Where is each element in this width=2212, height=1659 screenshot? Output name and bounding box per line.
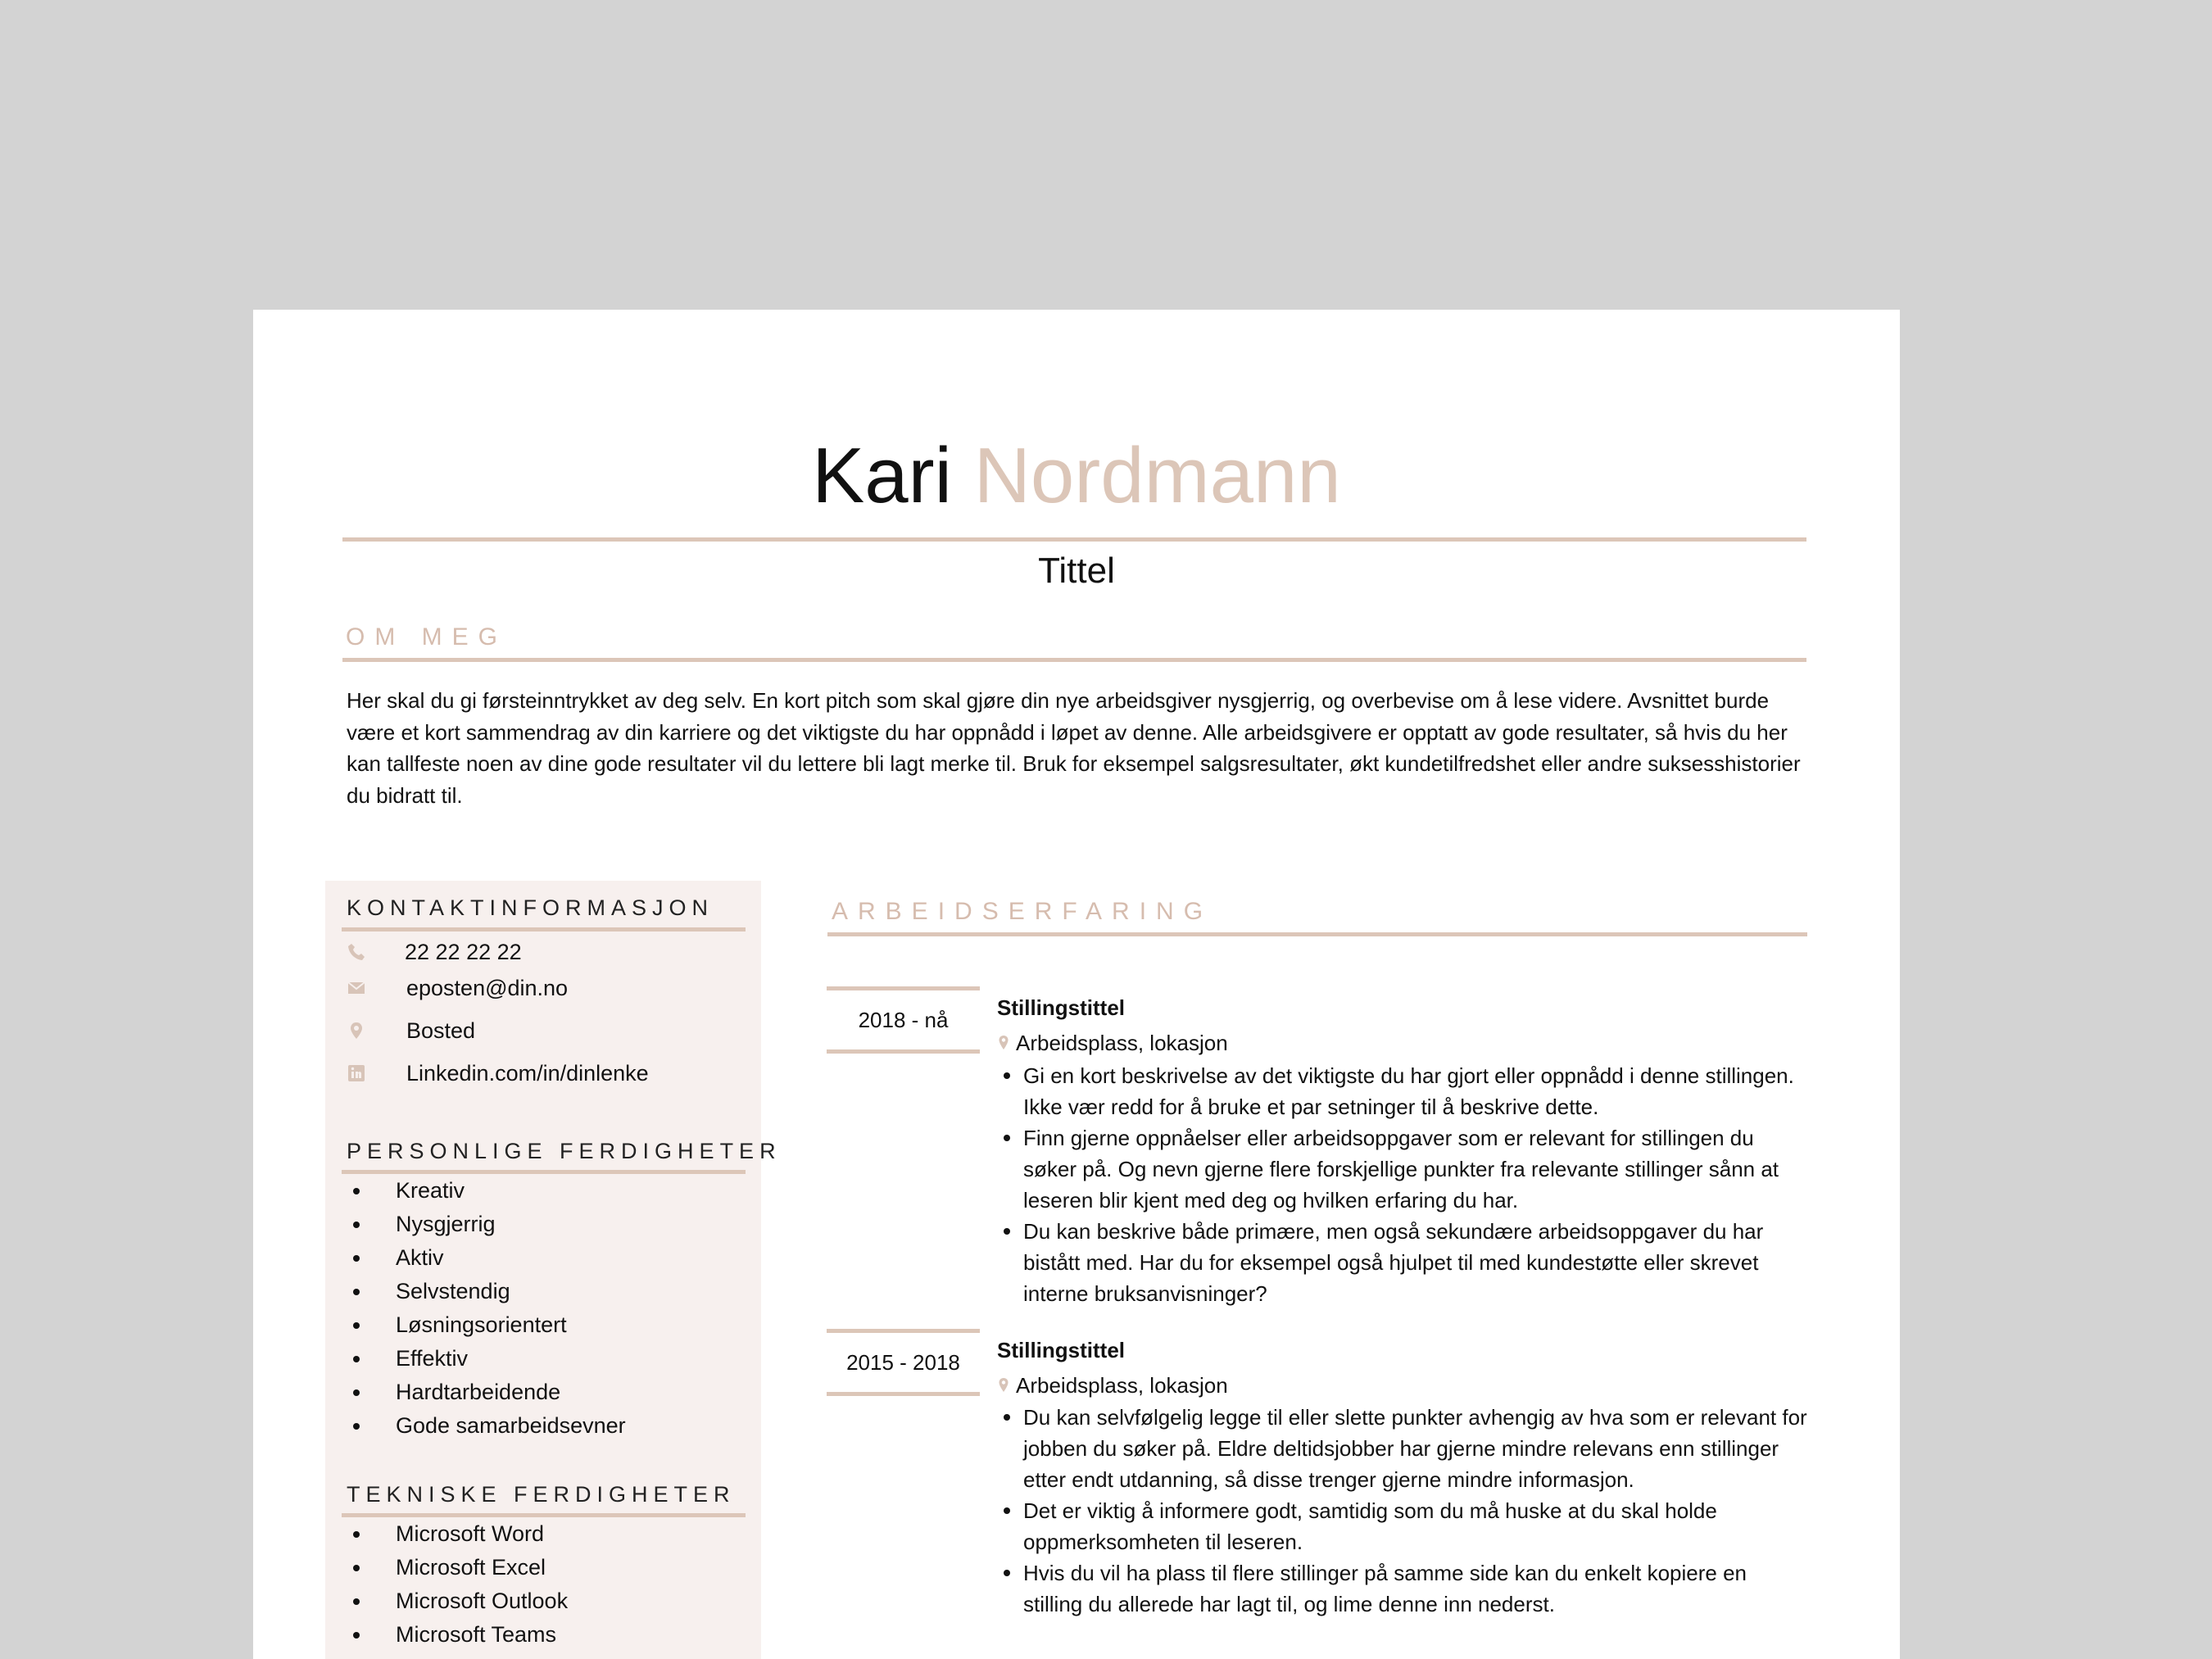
technical-skills-list	[347, 1517, 568, 1652]
job-title-heading: Tittel	[1038, 551, 1115, 591]
list-item: Selvstendig	[347, 1275, 626, 1308]
phone-text: 22 22 22 22	[405, 939, 522, 964]
contact-location	[347, 1014, 475, 1047]
list-item: Aktiv	[347, 1241, 626, 1275]
job-1-location	[998, 1032, 1228, 1054]
list-item: Finn gjerne oppnåelser eller arbeidsoppgaver som er relevant for stillingen du søker på. Og nevn gjerne flere forskjellige punkter fra relevante stillinger sånn at leseren blir kjent med deg og hvilken erfaring du har.	[1023, 1122, 1810, 1216]
linkedin-icon	[347, 1063, 366, 1083]
name-divider	[342, 537, 1806, 542]
last-name: Nordmann	[973, 432, 1341, 519]
mail-icon	[347, 978, 366, 998]
job-2-title: Stillingstittel	[997, 1338, 1125, 1362]
about-divider	[342, 658, 1806, 662]
job-1-dates: 2018 - nå	[827, 986, 980, 1054]
job-2-location-text: Arbeidsplass, lokasjon	[1016, 1373, 1228, 1398]
list-item: Microsoft Word	[347, 1517, 568, 1551]
first-name: Kari	[812, 432, 952, 519]
list-item: Hardtarbeidende	[347, 1376, 626, 1409]
phone-icon	[347, 942, 366, 962]
contact-email	[347, 972, 568, 1004]
job-1-location-text: Arbeidsplass, lokasjon	[1016, 1031, 1228, 1055]
list-item: Du kan beskrive både primære, men også sekundære arbeidsoppgaver du har bistått med. Har du for eksempel også hjulpet til med kundestøtte eller skrevet interne bruksanvisninger?	[1023, 1216, 1810, 1309]
list-item: Du kan selvfølgelig legge til eller slette punkter avhengig av hva som er relevant for jobben du søker på. Eldre deltidsjobber har gjerne mindre relevans enn stillinger etter endt utdanning, så disse trenger gjerne mindre informasjon.	[1023, 1402, 1810, 1495]
location-text: Bosted	[406, 1018, 476, 1043]
list-item: Microsoft Teams	[347, 1618, 568, 1652]
location-pin-icon	[347, 1021, 366, 1040]
list-item: Gode samarbeidsevner	[347, 1409, 626, 1443]
job-1-bullets	[1023, 1060, 1810, 1309]
list-item: Effektiv	[347, 1342, 626, 1376]
contact-heading: KONTAKTINFORMASJON	[347, 895, 714, 920]
experience-divider	[827, 932, 1807, 936]
cv-page	[253, 310, 1900, 1659]
job-2-bullets	[1023, 1402, 1810, 1620]
list-item: Nysgjerrig	[347, 1208, 626, 1241]
list-item: Gi en kort beskrivelse av det viktigste du har gjort eller oppnådd i denne stillingen. Ikke vær redd for å bruke et par setninger til å beskrive dette.	[1023, 1060, 1810, 1122]
full-name	[253, 432, 1900, 519]
list-item: Det er viktig å informere godt, samtidig som du må huske at du skal holde oppmerksomheten til leseren.	[1023, 1495, 1810, 1557]
job-2-dates: 2015 - 2018	[827, 1329, 980, 1396]
list-item: Kreativ	[347, 1174, 626, 1208]
technical-skills-heading: TEKNISKE FERDIGHETER	[347, 1482, 736, 1507]
contact-linkedin	[347, 1057, 649, 1090]
job-1-title: Stillingstittel	[997, 995, 1125, 1020]
list-item: Microsoft Excel	[347, 1551, 568, 1584]
job-2-location	[998, 1375, 1228, 1396]
linkedin-text: Linkedin.com/in/dinlenke	[406, 1060, 649, 1086]
experience-heading: ARBEIDSERFARING	[832, 898, 1213, 925]
about-heading: OM MEG	[346, 623, 507, 650]
list-item: Løsningsorientert	[347, 1308, 626, 1342]
list-item: Hvis du vil ha plass til flere stillinger på samme side kan du enkelt kopiere en stilling du allerede har lagt til, og lime denne inn nederst.	[1023, 1557, 1810, 1620]
email-text: eposten@din.no	[406, 975, 569, 1000]
list-item: Microsoft Outlook	[347, 1584, 568, 1618]
contact-divider	[342, 927, 746, 931]
about-text: Her skal du gi førsteinntrykket av deg selv. En kort pitch som skal gjøre din nye arbeidsgiver nysgjerrig, og overbevise om å lese videre. Avsnittet burde være et kort sammendrag av din karriere og det viktigste du har oppnådd i løpet av denne. Alle arbeidsgivere er opptatt av gode resultater, så hvis du her kan tallfeste noen av dine gode resultater vil du lettere bli lagt merke til. Bruk for eksempel salgsresultater, økt kundetilfredshet eller andre suksesshistorier du bidratt til.	[347, 688, 1801, 808]
personal-skills-list	[347, 1174, 626, 1443]
contact-phone	[347, 936, 522, 968]
location-pin-icon	[998, 1035, 1009, 1051]
personal-skills-heading: PERSONLIGE FERDIGHETER	[347, 1139, 782, 1163]
location-pin-icon	[998, 1377, 1009, 1394]
